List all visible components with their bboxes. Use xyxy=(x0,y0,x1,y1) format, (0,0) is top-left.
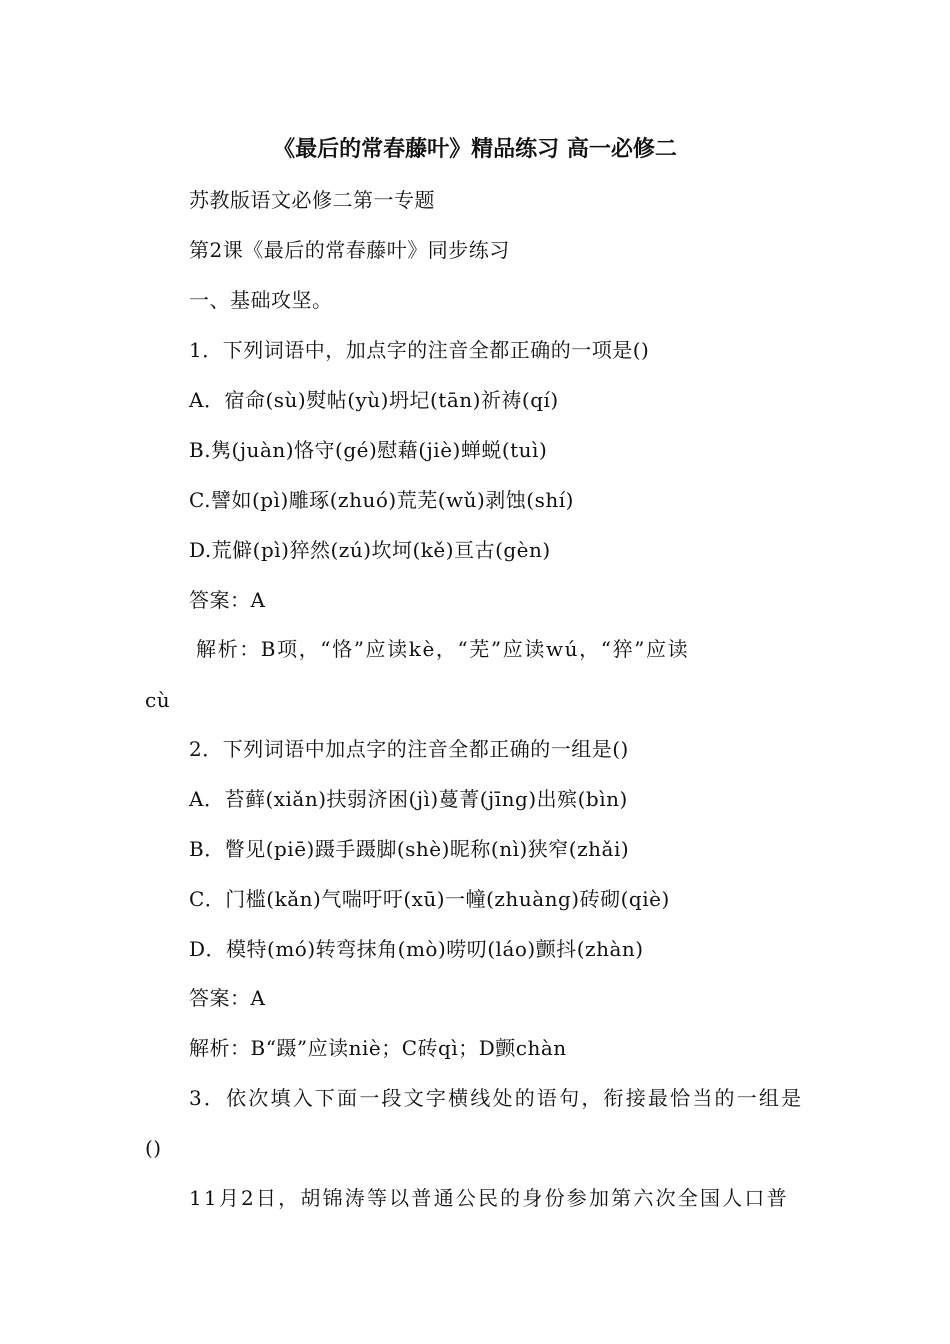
q2-option-a: A．苔藓(xiǎn)扶弱济困(jì)蔓菁(jīng)出殡(bìn) xyxy=(189,787,628,811)
passage-paragraph: 11月2日，胡锦涛等以普通公民的身份参加第六次全国人口普 xyxy=(189,1186,789,1210)
question-2: 2．下列词语中加点字的注音全都正确的一组是() xyxy=(189,737,629,761)
subtitle-series: 苏教版语文必修二第一专题 xyxy=(189,188,435,212)
q2-option-c: C．门槛(kǎn)气喘吁吁(xū)一幢(zhuàng)砖砌(qiè) xyxy=(189,887,670,911)
q1-option-b: B.隽(juàn)恪守(gé)慰藉(jiè)蝉蜕(tuì) xyxy=(189,438,548,462)
subtitle-lesson: 第2课《最后的常春藤叶》同步练习 xyxy=(189,238,510,262)
q1-option-d: D.荒僻(pì)猝然(zú)坎坷(kě)亘古(gèn) xyxy=(189,538,551,562)
question-3: 3．依次填入下面一段文字横线处的语句，衔接最恰当的一组是 xyxy=(189,1086,804,1110)
document-title: 《最后的常春藤叶》精品练习 高一必修二 xyxy=(273,137,677,162)
q1-explanation: 解析：B项，“恪”应读kè，“芜”应读wú，“猝”应读 xyxy=(196,637,690,661)
q2-option-b: B．瞥见(piē)蹑手蹑脚(shè)昵称(nì)狭窄(zhǎi) xyxy=(189,837,630,861)
q1-option-a: A．宿命(sù)熨帖(yù)坍圮(tān)祈祷(qí) xyxy=(189,388,559,412)
q1-explanation-continued: cù xyxy=(145,688,171,712)
section-heading: 一、基础攻坚。 xyxy=(189,288,333,312)
q1-option-c: C.譬如(pì)雕琢(zhuó)荒芜(wǔ)剥蚀(shí) xyxy=(189,488,574,512)
question-3-continued: () xyxy=(145,1136,162,1160)
question-1: 1．下列词语中，加点字的注音全都正确的一项是() xyxy=(189,338,650,362)
q2-explanation: 解析：B“蹑”应读niè；C砖qì；D颤chàn xyxy=(189,1036,567,1060)
q2-option-d: D．模特(mó)转弯抹角(mò)唠叨(láo)颤抖(zhàn) xyxy=(189,937,644,961)
q2-answer: 答案：A xyxy=(189,986,266,1010)
q1-answer: 答案：A xyxy=(189,588,266,612)
